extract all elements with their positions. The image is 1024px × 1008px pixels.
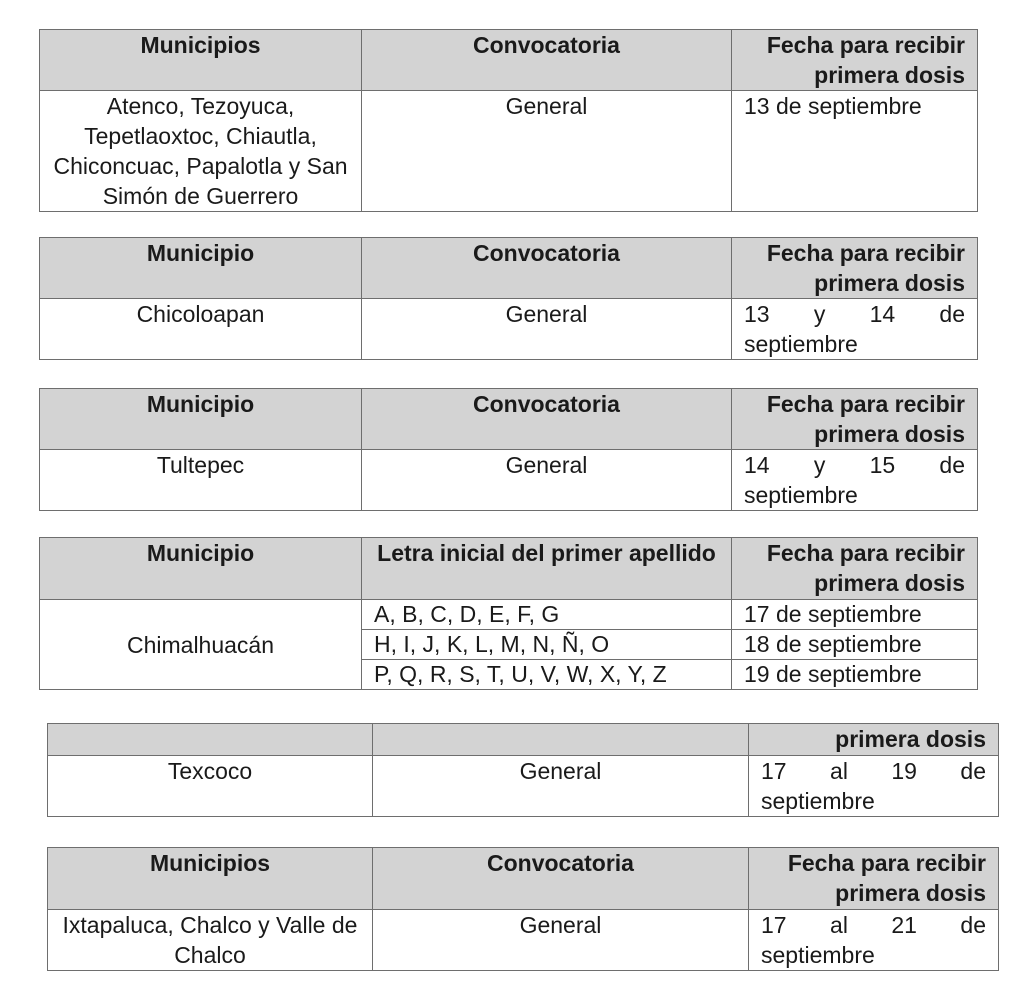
col-header-convocatoria: Convocatoria <box>362 238 732 299</box>
cell-convocatoria: General <box>362 91 732 212</box>
col-header-fecha: Fecha para recibir primera dosis <box>732 30 978 91</box>
cell-convocatoria: General <box>362 299 732 360</box>
schedule-table-2 <box>39 237 978 360</box>
cell-fecha: 13 y 14 de septiembre <box>732 299 978 360</box>
col-header-fecha: Fecha para recibir primera dosis <box>749 848 999 910</box>
cell-fecha: 17 al 21 de septiembre <box>749 910 999 971</box>
col-header-fecha: Fecha para recibir primera dosis <box>732 389 978 450</box>
col-header-empty-1 <box>48 724 373 756</box>
cell-fecha: 18 de septiembre <box>732 630 978 660</box>
col-header-municipios: Municipios <box>48 848 373 910</box>
col-header-municipios: Municipios <box>40 30 362 91</box>
cell-convocatoria: General <box>373 756 749 817</box>
cell-fecha: 17 al 19 de septiembre <box>749 756 999 817</box>
schedule-table-1 <box>39 29 978 212</box>
cell-municipio: Texcoco <box>48 756 373 817</box>
cell-municipio: Atenco, Tezoyuca, Tepetlaoxtoc, Chiautla, Chiconcuac, Papalotla y San Simón de Guerrero <box>40 91 362 212</box>
cell-fecha: 19 de septiembre <box>732 660 978 690</box>
cell-convocatoria: General <box>373 910 749 971</box>
col-header-fecha: Fecha para recibir primera dosis <box>732 238 978 299</box>
col-header-municipio: Municipio <box>40 538 362 600</box>
col-header-municipio: Municipio <box>40 238 362 299</box>
cell-letras: P, Q, R, S, T, U, V, W, X, Y, Z <box>362 660 732 690</box>
cell-fecha: 14 y 15 de septiembre <box>732 450 978 511</box>
cell-municipio: Chimalhuacán <box>40 600 362 690</box>
col-header-convocatoria: Convocatoria <box>373 848 749 910</box>
col-header-empty-2 <box>373 724 749 756</box>
cell-letras: A, B, C, D, E, F, G <box>362 600 732 630</box>
schedule-table-3 <box>39 388 978 511</box>
schedule-table-4 <box>39 537 978 690</box>
col-header-fecha: Fecha para recibir primera dosis <box>732 538 978 600</box>
schedule-table-6 <box>47 847 999 971</box>
cell-convocatoria: General <box>362 450 732 511</box>
col-header-convocatoria: Convocatoria <box>362 389 732 450</box>
col-header-fecha: primera dosis <box>749 724 999 756</box>
col-header-convocatoria: Convocatoria <box>362 30 732 91</box>
col-header-letra-inicial: Letra inicial del primer apellido <box>362 538 732 600</box>
schedule-table-5 <box>47 723 999 817</box>
col-header-municipio: Municipio <box>40 389 362 450</box>
cell-municipio: Ixtapaluca, Chalco y Valle de Chalco <box>48 910 373 971</box>
cell-municipio: Chicoloapan <box>40 299 362 360</box>
cell-letras: H, I, J, K, L, M, N, Ñ, O <box>362 630 732 660</box>
cell-fecha: 17 de septiembre <box>732 600 978 630</box>
cell-fecha: 13 de septiembre <box>732 91 978 212</box>
cell-municipio: Tultepec <box>40 450 362 511</box>
